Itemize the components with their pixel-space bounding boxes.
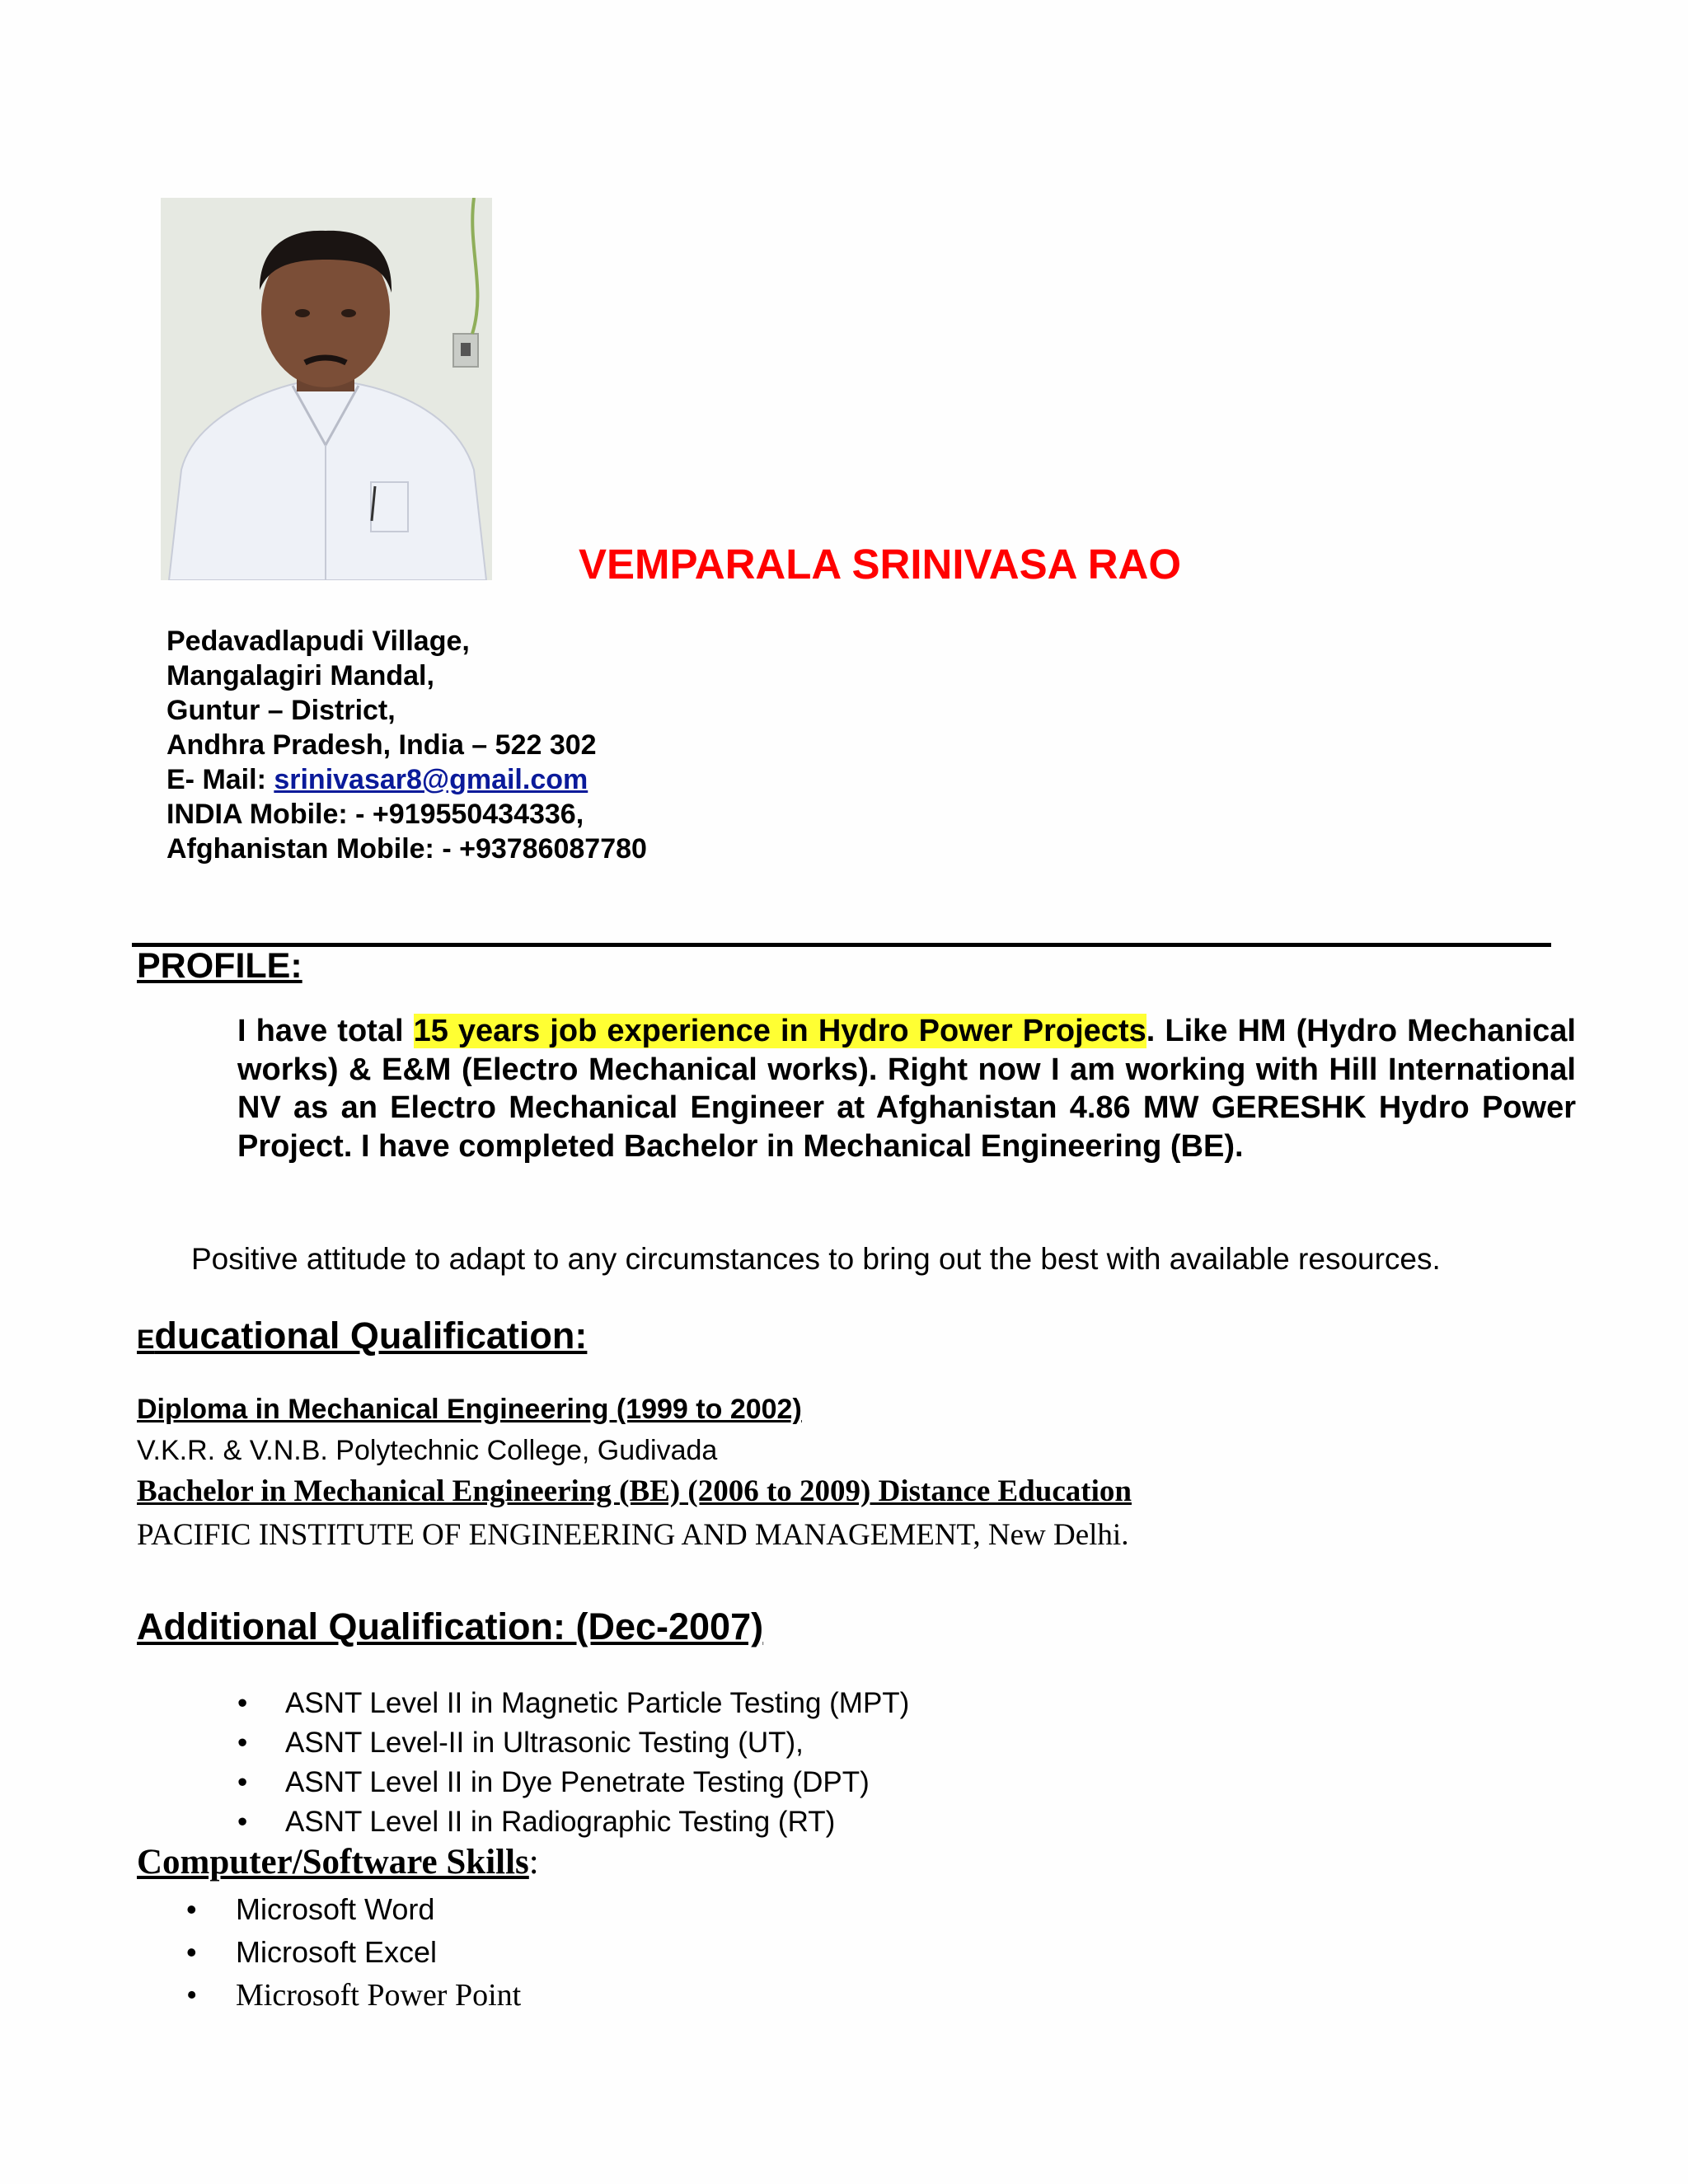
candidate-name: VEMPARALA SRINIVASA RAO [579,541,1182,588]
diploma-title: Diploma in Mechanical Engineering (1999 to 2002) [137,1394,802,1425]
email-link[interactable]: srinivasar8@gmail.com [274,764,588,795]
computer-skills-heading [137,1842,539,1882]
qualification-text: ASNT Level II in Radiographic Testing (RT) [285,1806,836,1838]
section-divider [132,943,1551,947]
bullet-icon: • [237,1806,248,1838]
list-item [237,1684,909,1723]
experience-highlight: 15 years job experience in Hydro Power Projects [413,1014,1146,1048]
email-line [166,762,647,797]
computer-skills-colon: : [528,1843,539,1882]
profile-photo [161,198,492,580]
profile-rest: . Like HM (Hydro Mechanical works) & E&M (Electro Mechanical works). Right now I am working with Hill International NV as an Electro Mechanical Engineer at Afghanistan 4.86 MW GERESHK Hydro Power Project. I have completed Bachelor in Mechanical Engineering (BE). [237,1014,1576,1164]
bullet-icon: • [237,1687,248,1719]
list-item [186,1888,521,1931]
email-label: E- Mail: [166,764,274,795]
diploma-institution: V.K.R. & V.N.B. Polytechnic College, Gudivada [137,1435,718,1466]
portrait-image [161,198,492,580]
list-item [237,1723,909,1763]
list-item [237,1802,909,1842]
bullet-icon: • [186,1935,197,1969]
list-item [186,1974,521,2017]
address-line: Mangalagiri Mandal, [166,660,434,691]
skills-list [186,1888,521,2017]
additional-list [237,1684,909,1842]
qualification-text: ASNT Level-II in Ultrasonic Testing (UT), [285,1727,804,1759]
profile-heading: PROFILE: [137,946,302,986]
bullet-icon: • [186,1978,198,2013]
education-heading [137,1315,587,1357]
address-line: Andhra Pradesh, India – 522 302 [166,729,597,761]
bullet-icon: • [237,1766,248,1798]
address-line: Guntur – District, [166,695,396,726]
additional-heading: Additional Qualification: (Dec-2007) [137,1605,764,1647]
bullet-icon: • [237,1727,248,1759]
education-heading-initial: E [137,1324,155,1354]
afghanistan-mobile: Afghanistan Mobile: - +93786087780 [166,833,647,865]
qualification-text: ASNT Level II in Dye Penetrate Testing (DPT) [285,1766,870,1798]
bullet-icon: • [186,1892,197,1926]
computer-skills-title: Computer/Software Skills [137,1843,529,1882]
education-heading-rest: ducational Qualification: [154,1315,588,1357]
bachelor-institution: PACIFIC INSTITUTE OF ENGINEERING AND MANAGEMENT, New Delhi. [137,1518,1129,1552]
profile-summary [237,1012,1576,1165]
qualification-text: ASNT Level II in Magnetic Particle Testing (MPT) [285,1687,910,1719]
profile-intro: I have total [237,1014,414,1048]
contact-block [166,624,647,866]
list-item [237,1763,909,1802]
india-mobile: INDIA Mobile: - +919550434336, [166,799,584,830]
address-line: Pedavadlapudi Village, [166,626,470,657]
skill-text: Microsoft Excel [236,1935,438,1969]
list-item [186,1931,521,1974]
bachelor-title: Bachelor in Mechanical Engineering (BE) (2006 to 2009) Distance Education [137,1474,1132,1508]
skill-text: Microsoft Power Point [236,1978,522,2013]
attitude-statement: Positive attitude to adapt to any circumstances to bring out the best with available resources. [191,1242,1441,1276]
skill-text: Microsoft Word [236,1892,435,1926]
